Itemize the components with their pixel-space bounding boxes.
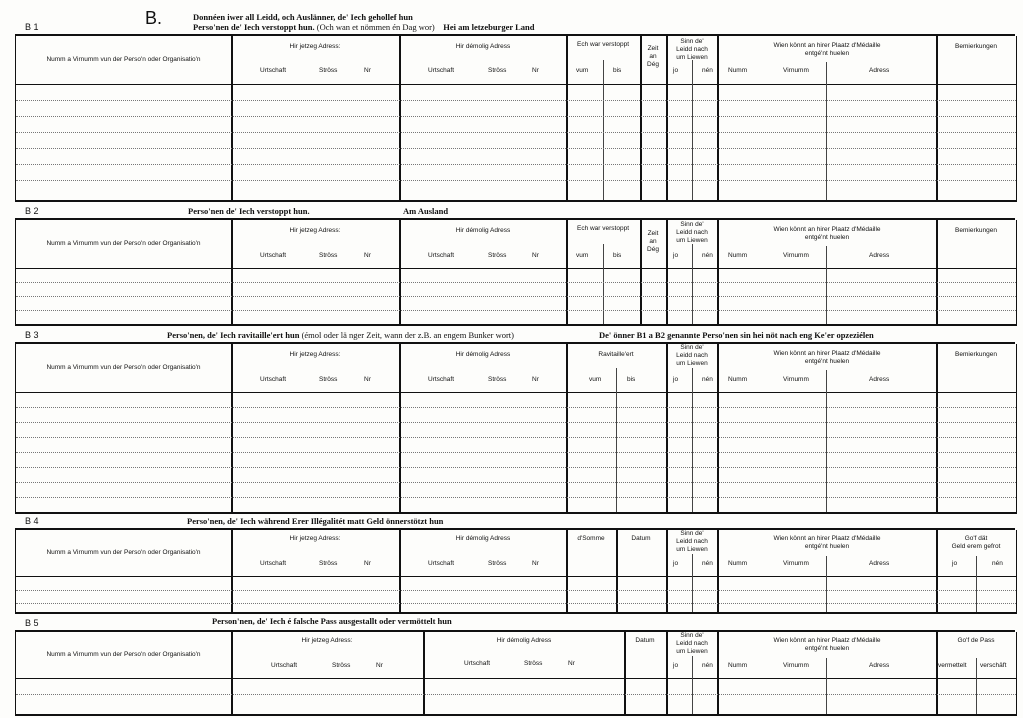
col-street: Ströss <box>488 67 507 74</box>
col-suffered-header <box>667 221 717 245</box>
col-medal-firstname: Virnumm <box>783 560 809 567</box>
col-street: Ströss <box>319 376 338 383</box>
section-title-tail: De' önner B1 a B2 genannte Perso'nen sin hei nöt nach eng Ke'er opzeziélen <box>599 330 874 340</box>
col-current-address-header: Hir jetzeg Adress: <box>289 43 341 50</box>
col-medal-line2: entgé'nt huelen <box>804 645 850 652</box>
section-title-bar <box>15 326 1015 344</box>
col-no: nén <box>702 252 713 259</box>
col-days-header <box>640 45 666 69</box>
section-id: B 1 <box>25 22 39 32</box>
col-no: nén <box>702 67 713 74</box>
table-row[interactable] <box>16 148 1016 149</box>
col-locality: Urtschaft <box>260 560 287 567</box>
section-title-bar <box>15 8 1015 36</box>
col-suffered-line1: Sinn de' <box>680 344 704 351</box>
col-suffered-line3: um Liewen <box>676 54 708 61</box>
col-suffered-line3: um Liewen <box>676 360 708 367</box>
col-locality: Urtschaft <box>464 660 491 667</box>
table-header <box>16 344 1016 393</box>
col-name-header: Numm a Virnumm vun der Perso'n oder Organisatio'n <box>46 549 201 556</box>
col-supplied-header: Ravitaille'ert <box>598 351 634 358</box>
col-days-header <box>640 230 666 254</box>
section-b2 <box>15 202 1015 326</box>
section-title: Perso'nen, de' Iech während Erer Illégalitét matt Geld önnerstötzt hun <box>187 516 444 526</box>
col-no: nén <box>702 662 713 669</box>
col-pass-arranged: vermettelt <box>938 662 967 669</box>
table-row[interactable] <box>16 296 1016 297</box>
col-former-address-header: Hir démolig Adress <box>455 227 511 234</box>
col-suffered-line1: Sinn de' <box>680 530 704 537</box>
col-medal-firstname: Virnumm <box>783 252 809 259</box>
table-header <box>16 530 1016 577</box>
col-days-line1: Zeit <box>647 45 659 52</box>
section-title: Perso'nen de' Iech verstoppt hun. <box>188 206 310 216</box>
section-table <box>15 344 1017 514</box>
col-number: Nr <box>532 252 539 259</box>
col-name-header: Numm a Virnumm vun der Perso'n oder Organisatio'n <box>46 651 201 658</box>
section-title-bold: Perso'nen de' Iech verstoppt hun. <box>193 22 315 32</box>
col-suffered-header <box>667 344 717 368</box>
col-number: Nr <box>532 560 539 567</box>
col-medal-line1: Wien könnt an hirer Plaatz d'Médaille <box>773 350 881 357</box>
col-medal-address: Adress <box>869 662 890 669</box>
col-street: Ströss <box>488 252 507 259</box>
col-medal-line1: Wien könnt an hirer Plaatz d'Médaille <box>773 226 881 233</box>
col-yes: jo <box>673 67 679 74</box>
table-body <box>16 268 1016 324</box>
col-days-line3: Dég <box>647 61 659 68</box>
col-former-address-header: Hir démolig Adress <box>455 351 511 358</box>
section-title-line-2 <box>193 22 534 32</box>
col-medal-name: Numm <box>728 662 748 669</box>
col-from: vum <box>576 67 589 74</box>
col-remarks-header: Bemierkungen <box>955 227 997 234</box>
col-number: Nr <box>568 660 575 667</box>
table-body <box>16 576 1016 612</box>
section-b4 <box>15 514 1015 614</box>
col-suffered-line1: Sinn de' <box>680 632 704 639</box>
col-medal-header <box>718 350 936 366</box>
col-suffered-line2: Leidd nach <box>676 46 708 53</box>
col-yes: jo <box>673 662 679 669</box>
section-title-line-1: Donnéen iwer all Leidd, och Auslänner, de' Iech gehollef hun <box>193 12 413 22</box>
col-date-header: Datum <box>631 535 651 542</box>
col-money-returned-header <box>936 535 1016 551</box>
col-yes: jo <box>673 376 679 383</box>
table-row[interactable] <box>16 603 1016 604</box>
section-title-bar <box>15 614 1015 632</box>
section-b1 <box>15 8 1015 202</box>
col-medal-header <box>718 226 936 242</box>
table-row[interactable] <box>16 116 1016 117</box>
col-suffered-line2: Leidd nach <box>676 538 708 545</box>
col-medal-address: Adress <box>869 252 890 259</box>
col-money-returned-line2: Geld erem gefrot <box>951 543 1001 550</box>
section-title-tail: Am Ausland <box>403 206 449 216</box>
col-current-address-header: Hir jetzeg Adress: <box>289 227 341 234</box>
col-suffered-line3: um Liewen <box>676 546 708 553</box>
table-row[interactable] <box>16 164 1016 165</box>
col-street: Ströss <box>319 252 338 259</box>
col-days-line2: an <box>649 238 657 245</box>
col-medal-header <box>718 535 936 551</box>
table-body <box>16 392 1016 512</box>
col-suffered-header <box>667 530 717 554</box>
col-current-address-header: Hir jetzeg Adress: <box>289 351 341 358</box>
col-no: nén <box>702 560 713 567</box>
col-name-header: Numm a Virnumm vun der Perso'n oder Organisatio'n <box>46 364 201 371</box>
section-title-main: Perso'nen, de' Iech ravitaille'ert hun <box>167 330 300 340</box>
col-money-returned-line1: Go'f dät <box>964 535 988 542</box>
section-id: B 4 <box>25 516 39 526</box>
col-suffered-header <box>667 632 717 656</box>
table-row[interactable] <box>16 100 1016 101</box>
col-former-address-header: Hir démolig Adress <box>496 637 552 644</box>
section-title-note: (émol oder lä nger Zeit, wann der z.B. an engem Bunker wort) <box>301 330 515 340</box>
col-suffered-line3: um Liewen <box>676 648 708 655</box>
col-number: Nr <box>364 560 371 567</box>
col-number: Nr <box>364 376 371 383</box>
col-no: nén <box>702 376 713 383</box>
table-row[interactable] <box>16 694 1016 695</box>
col-current-address-header: Hir jetzeg Adress: <box>301 637 353 644</box>
col-name-header: Numm a Virnumm vun der Perso'n oder Organisatio'n <box>46 240 201 247</box>
col-medal-line2: entgé'nt huelen <box>804 234 850 241</box>
col-suffered-line1: Sinn de' <box>680 38 704 45</box>
table-body <box>16 84 1016 200</box>
table-row[interactable] <box>16 482 1016 483</box>
col-suffered-line2: Leidd nach <box>676 640 708 647</box>
section-table <box>15 530 1017 614</box>
col-to: bis <box>613 67 622 74</box>
col-medal-address: Adress <box>869 376 890 383</box>
table-row[interactable] <box>16 282 1016 283</box>
col-remarks-header: Bemierkungen <box>955 351 997 358</box>
col-from: vum <box>576 252 589 259</box>
col-medal-line2: entgé'nt huelen <box>804 358 850 365</box>
table-row[interactable] <box>16 422 1016 423</box>
section-table <box>15 632 1017 716</box>
section-title: Person'nen, de' Iech é falsche Pass ausgestallt oder vermöttelt hun <box>212 616 452 626</box>
table-row[interactable] <box>16 132 1016 133</box>
section-title-note: (Och wan et nömmen én Dag wor) <box>316 22 435 32</box>
col-number: Nr <box>364 252 371 259</box>
table-row[interactable] <box>16 452 1016 453</box>
col-street: Ströss <box>332 662 351 669</box>
section-id: B 3 <box>25 330 39 340</box>
col-medal-name: Numm <box>728 252 748 259</box>
col-no: nén <box>992 560 1003 567</box>
col-hidden-header: Ech war verstoppt <box>576 41 630 48</box>
col-to: bis <box>613 252 622 259</box>
col-suffered-line1: Sinn de' <box>680 221 704 228</box>
col-yes: jo <box>673 560 679 567</box>
col-name-header: Numm a Virnumm vun der Perso'n oder Organisatio'n <box>46 56 201 63</box>
col-locality: Urtschaft <box>428 560 455 567</box>
col-number: Nr <box>364 67 371 74</box>
col-medal-header <box>718 42 936 58</box>
col-street: Ströss <box>319 67 338 74</box>
col-locality: Urtschaft <box>271 662 298 669</box>
col-yes: jo <box>952 560 958 567</box>
col-suffered-header <box>667 38 717 62</box>
col-medal-firstname: Virnumm <box>783 662 809 669</box>
col-medal-address: Adress <box>869 67 890 74</box>
col-locality: Urtschaft <box>428 252 455 259</box>
table-row[interactable] <box>16 590 1016 591</box>
col-number: Nr <box>532 376 539 383</box>
col-current-address-header: Hir jetzeg Adress: <box>289 535 341 542</box>
col-yes: jo <box>673 252 679 259</box>
col-medal-name: Numm <box>728 67 748 74</box>
col-former-address-header: Hir démolig Adress <box>455 535 511 542</box>
col-date-header: Datum <box>635 637 655 644</box>
col-number: Nr <box>532 67 539 74</box>
col-medal-line1: Wien könnt an hirer Plaatz d'Médaille <box>773 535 881 542</box>
table-row[interactable] <box>16 437 1016 438</box>
section-b5 <box>15 614 1015 716</box>
col-medal-name: Numm <box>728 376 748 383</box>
col-days-line3: Dég <box>647 246 659 253</box>
table-row[interactable] <box>16 467 1016 468</box>
table-row[interactable] <box>16 180 1016 181</box>
col-number: Nr <box>376 662 383 669</box>
section-id: B 5 <box>25 618 39 628</box>
col-pass-given-header: Go'f de Pass <box>957 637 995 644</box>
form-part-letter: B. <box>145 8 163 28</box>
table-row[interactable] <box>16 407 1016 408</box>
col-medal-firstname: Virnumm <box>783 376 809 383</box>
section-title-bar <box>15 202 1015 220</box>
col-locality: Urtschaft <box>260 376 287 383</box>
col-former-address-header: Hir démolig Adress <box>455 43 511 50</box>
col-days-line1: Zeit <box>647 230 659 237</box>
col-street: Ströss <box>524 660 543 667</box>
col-from: vum <box>589 376 602 383</box>
col-medal-name: Numm <box>728 560 748 567</box>
section-id: B 2 <box>25 206 39 216</box>
table-header <box>16 220 1016 269</box>
col-pass-made: verschäft <box>980 662 1007 669</box>
table-header <box>16 632 1016 679</box>
col-to: bis <box>627 376 636 383</box>
col-suffered-line3: um Liewen <box>676 237 708 244</box>
section-title <box>167 330 514 340</box>
col-suffered-line2: Leidd nach <box>676 352 708 359</box>
col-street: Ströss <box>488 376 507 383</box>
section-b3 <box>15 326 1015 514</box>
col-remarks-header: Bemierkungen <box>955 43 997 50</box>
col-sum-header: d'Somme <box>577 535 605 542</box>
section-table <box>15 220 1017 326</box>
table-row[interactable] <box>16 310 1016 311</box>
col-days-line2: an <box>649 53 657 60</box>
col-locality: Urtschaft <box>428 376 455 383</box>
col-street: Ströss <box>488 560 507 567</box>
col-locality: Urtschaft <box>260 252 287 259</box>
col-hidden-header: Ech war verstoppt <box>576 225 630 232</box>
col-suffered-line2: Leidd nach <box>676 229 708 236</box>
col-medal-header <box>718 637 936 653</box>
table-row[interactable] <box>16 497 1016 498</box>
col-medal-firstname: Virnumm <box>783 67 809 74</box>
col-medal-line1: Wien könnt an hirer Plaatz d'Médaille <box>773 637 881 644</box>
section-table <box>15 36 1017 202</box>
col-medal-line2: entgé'nt huelen <box>804 543 850 550</box>
col-locality: Urtschaft <box>260 67 287 74</box>
col-medal-line2: entgé'nt huelen <box>804 50 850 57</box>
table-body <box>16 678 1016 714</box>
col-medal-address: Adress <box>869 560 890 567</box>
col-locality: Urtschaft <box>428 67 455 74</box>
col-medal-line1: Wien könnt an hirer Plaatz d'Médaille <box>773 42 881 49</box>
col-street: Ströss <box>319 560 338 567</box>
section-title-tail: Hei am letzeburger Land <box>443 22 535 32</box>
section-title-bar <box>15 514 1015 530</box>
table-header <box>16 36 1016 85</box>
